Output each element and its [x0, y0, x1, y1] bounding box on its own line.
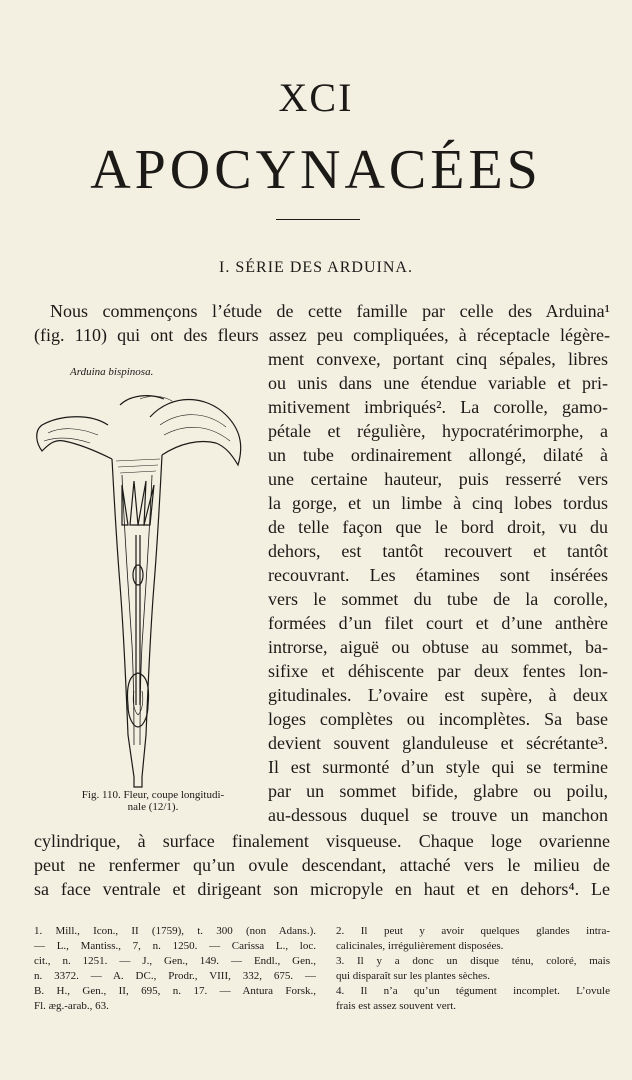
- figure-caption-top: Arduina bispinosa.: [70, 366, 154, 378]
- footnote-line: n. 3372. — A. DC., Prodr., VIII, 332, 675. —: [34, 970, 316, 982]
- body-line: Nous commençons l’étude de cette famille par celle des Arduina¹: [50, 301, 610, 321]
- body-line: (fig. 110) qui ont des fleurs assez peu compliquées, à réceptacle légère-: [34, 325, 610, 345]
- title-divider: [276, 219, 360, 220]
- body-line: pétale et régulière, hypocratérimorphe, a: [268, 421, 608, 441]
- body-line: gitudinales. L’ovaire est supère, à deux: [268, 685, 608, 705]
- body-line: peut ne renfermer qu’un ovule descendant, attaché vers le milieu de: [34, 855, 610, 875]
- section-title: I. SÉRIE DES ARDUINA.: [219, 259, 413, 276]
- footnote-line: 2. Il peut y avoir quelques glandes intra-: [336, 925, 610, 937]
- footnote-line: 3. Il y a donc un disque ténu, coloré, mais: [336, 955, 610, 967]
- body-line: sa face ventrale et dirigeant son micropyle en haut et en dehors⁴. Le: [34, 879, 610, 899]
- body-line: vers le sommet du tube de la corolle,: [268, 589, 608, 609]
- footnote-line: 4. Il n’a qu’un tégument incomplet. L’ovule: [336, 985, 610, 997]
- chapter-number: XCI: [278, 75, 354, 120]
- body-line: dehors, est tantôt recouvert et tantôt: [268, 541, 608, 561]
- footnote-line: 1. Mill., Icon., II (1759), t. 300 (non Adans.).: [34, 925, 316, 937]
- footnote-line: B. H., Gen., II, 695, n. 17. — Antura Forsk.,: [34, 985, 316, 997]
- body-line: une certaine hauteur, puis resserré vers: [268, 469, 608, 489]
- body-line: un tube ordinairement allongé, dilaté à: [268, 445, 608, 465]
- figure-caption: [48, 789, 258, 813]
- body-line: mitivement imbriqués². La corolle, gamo-: [268, 397, 608, 417]
- body-line: de telle façon que le bord droit, vu du: [268, 517, 608, 537]
- footnote-line: cit., n. 1251. — J., Gen., 149. — Endl., Gen.,: [34, 955, 316, 967]
- body-line: ou unis dans une étendue variable et pri-: [268, 373, 608, 393]
- body-line: devient souvent glanduleuse et sécrétante³.: [268, 733, 608, 753]
- figure-caption-line: Fig. 110. Fleur, coupe longitudi-: [81, 789, 225, 801]
- body-line: Il est surmonté d’un style qui se termine: [268, 757, 608, 777]
- body-line: au-dessous duquel se trouve un manchon: [268, 805, 608, 825]
- body-line: ment convexe, portant cinq sépales, libres: [268, 349, 608, 369]
- body-line: formées d’un filet court et d’une anthère: [268, 613, 608, 633]
- body-line: sifixe et déhiscente par deux fentes lon-: [268, 661, 608, 681]
- footnote-line: Fl. æg.-arab., 63.: [34, 1000, 109, 1012]
- flower-section-illustration: [30, 385, 252, 790]
- body-line: la gorge, et un limbe à cinq lobes tordus: [268, 493, 608, 513]
- body-line: loges complètes ou incomplètes. Sa base: [268, 709, 608, 729]
- body-line: recouvrant. Les étamines sont insérées: [268, 565, 608, 585]
- body-line: par un sommet bifide, glabre ou poilu,: [268, 781, 608, 801]
- footnote-line: calicinales, irrégulièrement disposées.: [336, 940, 504, 952]
- footnote-line: — L., Mantiss., 7, n. 1250. — Carissa L., loc.: [34, 940, 316, 952]
- chapter-title: APOCYNACÉES: [90, 139, 542, 201]
- body-line: cylindrique, à surface finalement visqueuse. Chaque loge ovarienne: [34, 831, 610, 851]
- body-line: introrse, aiguë ou obtuse au sommet, ba-: [268, 637, 608, 657]
- figure-caption-line: nale (12/1).: [127, 801, 179, 813]
- footnote-line: frais est assez souvent vert.: [336, 1000, 457, 1012]
- footnote-line: qui disparaît sur les plantes sèches.: [336, 970, 490, 982]
